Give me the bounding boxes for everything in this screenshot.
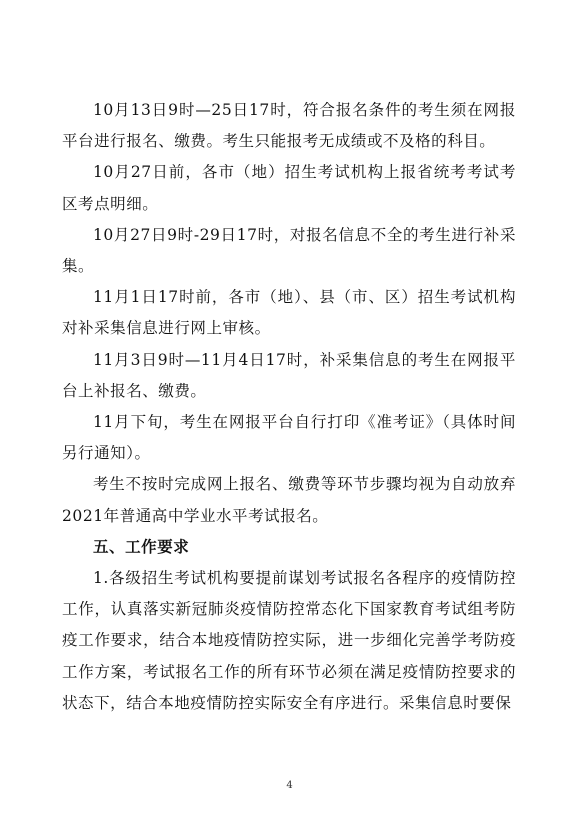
paragraph-online-review: 11月1日17时前，各市（地）、县（市、区）招生考试机构对补采集信息进行网上审核。 [62,288,516,338]
paragraph-supplementary-collection: 10月27日9时-29日17时，对报名信息不全的考生进行补采集。 [62,225,516,276]
section-heading-work-requirements: 五、工作要求 [93,537,190,556]
paragraph-abandon-notice: 考生不按时完成网上报名、缴费等环节步骤均视为自动放弃2021年普通高中学业水平考试报名。 [62,475,516,525]
paragraph-admission-ticket: 11月下旬，考生在网报平台自行打印《准考证》（具体时间另行通知）。 [62,413,516,463]
paragraph-supplementary-registration: 11月3日9时—11月4日17时，补采集信息的考生在网报平台上补报名、缴费。 [62,350,516,400]
page-number: 4 [286,780,293,791]
document-body [62,95,516,719]
paragraph-exam-site-report: 10月27日前，各市（地）招生考试机构上报省统考考试考区考点明细。 [62,163,516,213]
paragraph-requirement-1: 1.各级招生考试机构要提前谋划考试报名各程序的疫情防控工作，认真落实新冠肺炎疫情防控常态化下国家教育考试组考防疫工作要求，结合本地疫情防控实际，进一步细化完善学考防疫工作方案，考试报名工作的所有环节必须在满足疫情防控要求的状态下，结合本地疫情防控实际安全有序进行。采集信息时要保 [62,569,516,712]
paragraph-registration-period: 10月13日9时—25日17时，符合报名条件的考生须在网报平台进行报名、缴费。考生只能报考无成绩或不及格的科目。 [62,101,516,151]
